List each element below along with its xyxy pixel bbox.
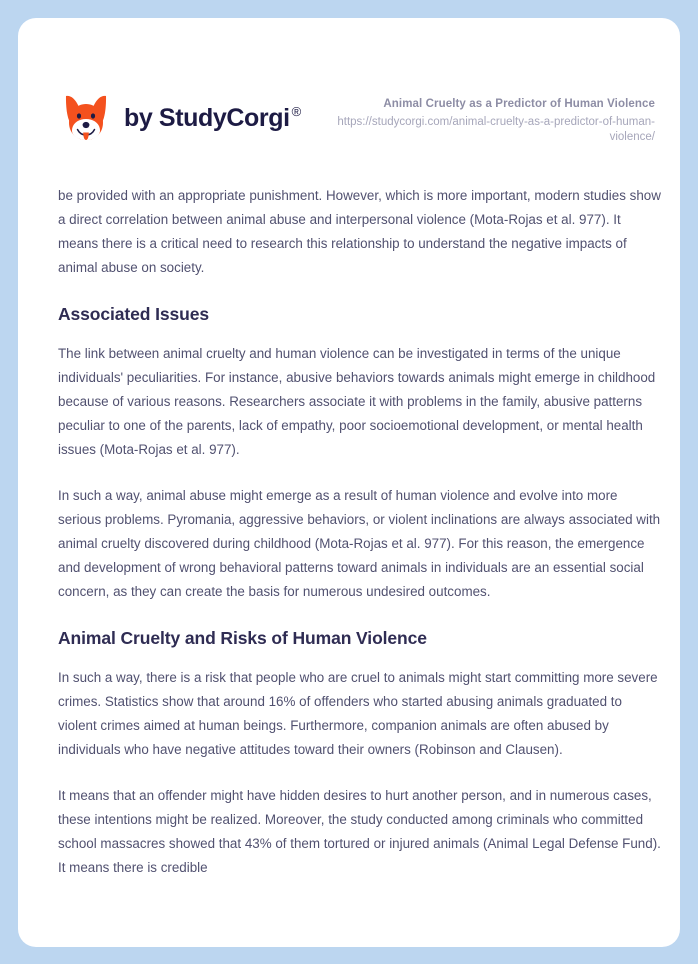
corgi-logo-icon — [60, 92, 112, 144]
body-paragraph: be provided with an appropriate punishment. However, which is more important, modern studies show a direct correlation between animal abuse and interpersonal violence (Mota-Rojas et al. 977). It means there is a critical need to research this relationship to understand the negative impacts of animal abuse on society. — [58, 188, 661, 275]
document-header — [18, 18, 680, 158]
header-meta — [325, 96, 655, 145]
body-paragraph: In such a way, animal abuse might emerge as a result of human violence and evolve into more serious problems. Pyromania, aggressive behaviors, or violent inclinations are always associated with animal cruelty discovered during childhood (Mota-Rojas et al. 977). For this reason, the emergence and development of wrong behavioral patterns toward animals in individuals are an essential social concern, as they can create the basis for numerous undesired outcomes. — [58, 488, 661, 599]
document-page-card — [18, 18, 680, 947]
section-heading: Associated Issues — [58, 304, 210, 324]
body-paragraph: The link between animal cruelty and human violence can be investigated in terms of the unique individuals' peculiarities. For instance, abusive behaviors towards animals might emerge in childhood because of various reasons. Researchers associate it with problems in the family, abusive patterns peculiar to one of the parents, lack of empathy, poor socioemotional development, or mental health issues (Mota-Rojas et al. 977). — [58, 346, 656, 457]
body-paragraph: In such a way, there is a risk that people who are cruel to animals might start committing more severe crimes. Statistics show that around 16% of offenders who started abusing animals graduated to violent crimes aimed at human beings. Furthermore, companion animals are often abused by individuals who have negative attitudes toward their owners (Robinson and Clausen). — [58, 670, 658, 757]
body-paragraph: It means that an offender might have hidden desires to hurt another person, and in numerous cases, these intentions might be realized. Moreover, the study conducted among criminals who committed school massacres showed that 43% of them tortured or injured animals (Animal Legal Defense Fund). It means there is credible — [58, 788, 661, 875]
document-body — [58, 184, 662, 880]
brand-name-text: by StudyCorgi — [124, 103, 290, 132]
page-title: Animal Cruelty as a Predictor of Human Violence — [383, 98, 655, 110]
brand-wordmark — [124, 104, 301, 133]
registered-trademark-icon: ® — [291, 104, 301, 120]
section-heading: Animal Cruelty and Risks of Human Violence — [58, 628, 427, 648]
brand-logo — [60, 88, 301, 148]
page-url[interactable]: https://studycorgi.com/animal-cruelty-as-a-predictor-of-human-violence/ — [337, 116, 655, 143]
